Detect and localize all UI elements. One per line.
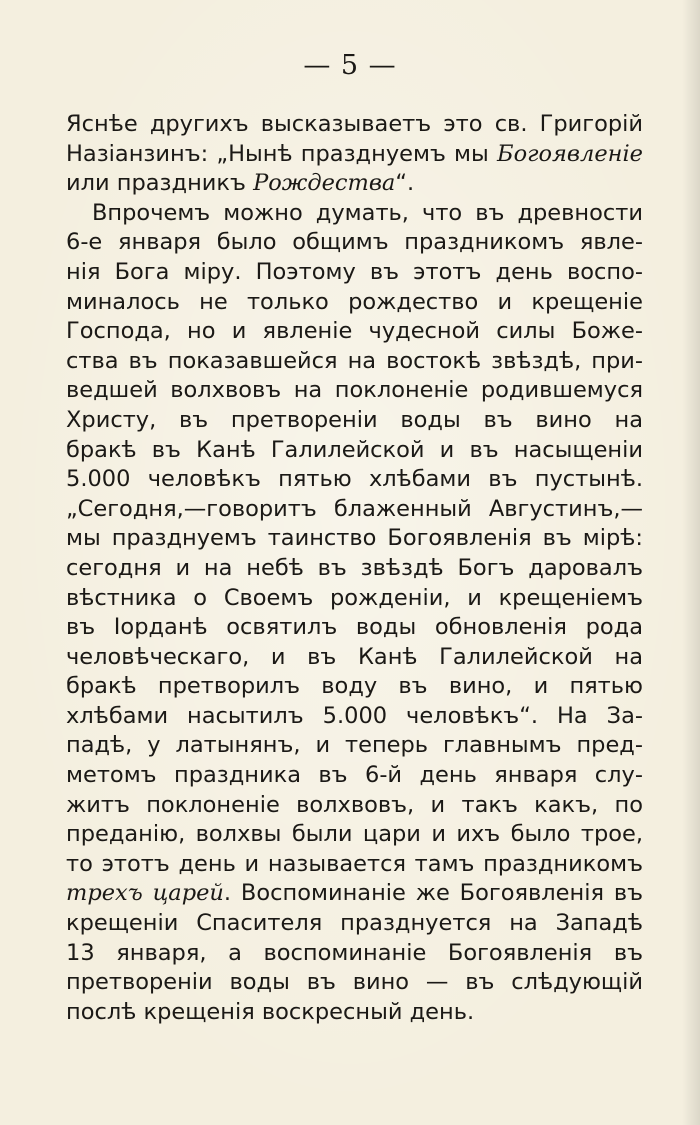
text-line bbox=[66, 406, 643, 436]
text-line bbox=[66, 199, 643, 229]
italic-text-segment: трехъ царей bbox=[66, 880, 224, 907]
text-segment: бракѣ претворилъ воду въ вино, и пятью bbox=[66, 673, 643, 700]
text-line bbox=[66, 702, 643, 732]
text-segment: 6-е января было общимъ праздникомъ явле- bbox=[66, 229, 643, 256]
text-line bbox=[66, 376, 643, 406]
text-line bbox=[66, 110, 643, 140]
text-segment: житъ поклоненіе волхвовъ, и такъ какъ, по bbox=[66, 791, 643, 818]
text-segment: то этотъ день и называется тамъ праздникомъ bbox=[66, 850, 643, 877]
text-line bbox=[66, 288, 643, 318]
text-segment: послѣ крещенія воскресный день. bbox=[66, 998, 475, 1025]
text-line bbox=[66, 495, 643, 525]
text-segment: Христу, въ претвореніи воды въ вино на bbox=[66, 406, 643, 433]
text-line bbox=[66, 436, 643, 466]
text-segment: претвореніи воды въ вино — въ слѣдующій bbox=[66, 969, 643, 996]
text-segment: . Воспоминаніе же Богоявленія въ bbox=[223, 880, 643, 907]
text-line bbox=[66, 820, 643, 850]
text-line bbox=[66, 791, 643, 821]
text-line bbox=[66, 228, 643, 258]
text-segment: 5.000 человѣкъ пятью хлѣбами въ пустынѣ. bbox=[66, 466, 643, 493]
text-segment: ства въ показавшейся на востокѣ звѣздѣ, при- bbox=[66, 347, 643, 374]
text-line bbox=[66, 939, 643, 969]
italic-text-segment: Богоявленіе bbox=[497, 140, 643, 167]
text-segment: нія Бога міру. Поэтому въ этотъ день воспо- bbox=[66, 258, 643, 285]
text-segment: метомъ праздника въ 6-й день января слу- bbox=[66, 762, 643, 789]
text-segment: хлѣбами насытилъ 5.000 человѣкъ“. На За- bbox=[66, 702, 643, 729]
page-edge-shadow bbox=[682, 0, 700, 1125]
text-line bbox=[66, 643, 643, 673]
text-line bbox=[66, 998, 643, 1028]
text-line bbox=[66, 879, 643, 909]
text-segment: Яснѣе другихъ высказываетъ это св. Григорій bbox=[66, 111, 643, 137]
text-line bbox=[66, 909, 643, 939]
text-line bbox=[66, 554, 643, 584]
text-segment: Назіанзинъ: „Нынѣ празднуемъ мы bbox=[66, 140, 498, 167]
text-line bbox=[66, 584, 643, 614]
text-segment: преданію, волхвы были цари и ихъ было трое, bbox=[66, 821, 643, 848]
text-segment: ведшей волхвовъ на поклоненіе родившемуся bbox=[66, 377, 643, 404]
text-line bbox=[66, 169, 643, 199]
text-line bbox=[66, 317, 643, 347]
text-segment: “. bbox=[395, 170, 415, 197]
text-segment: мы празднуемъ таинство Богоявленія въ мірѣ: bbox=[66, 525, 643, 552]
text-segment: или праздникъ bbox=[66, 170, 254, 197]
text-line bbox=[66, 761, 643, 791]
text-line bbox=[66, 672, 643, 702]
text-line bbox=[66, 140, 643, 170]
text-segment: крещеніи Спасителя празднуется на Западѣ bbox=[66, 910, 643, 937]
italic-text-segment: Рождества bbox=[253, 170, 396, 197]
text-segment: падѣ, у латынянъ, и теперь главнымъ пред- bbox=[66, 732, 643, 759]
text-segment: вѣстника о Своемъ рожденіи, и крещеніемъ bbox=[66, 584, 643, 611]
body-text bbox=[66, 110, 643, 1027]
text-segment: „Сегодня,—говоритъ блаженный Августинъ,— bbox=[66, 495, 643, 522]
text-segment: Господа, но и явленіе чудесной силы Боже- bbox=[66, 318, 643, 345]
text-line bbox=[66, 258, 643, 288]
text-line bbox=[66, 613, 643, 643]
text-line bbox=[66, 465, 643, 495]
text-segment: сегодня и на небѣ въ звѣздѣ Богъ даровалъ bbox=[66, 554, 643, 581]
text-line bbox=[66, 731, 643, 761]
text-segment: 13 января, а воспоминаніе Богоявленія въ bbox=[66, 939, 643, 966]
text-segment: въ Іорданѣ освятилъ воды обновленія рода bbox=[66, 614, 643, 641]
text-line bbox=[66, 850, 643, 880]
text-segment: миналось не только рождество и крещеніе bbox=[66, 288, 643, 315]
text-segment: Впрочемъ можно думать, что въ древности bbox=[92, 199, 643, 226]
text-line bbox=[66, 347, 643, 377]
text-line bbox=[66, 524, 643, 554]
text-line bbox=[66, 968, 643, 998]
text-segment: человѣческаго, и въ Канѣ Галилейской на bbox=[66, 643, 643, 670]
text-segment: бракѣ въ Канѣ Галилейской и въ насыщеніи bbox=[66, 436, 643, 463]
page-number: — 5 — bbox=[303, 50, 397, 81]
